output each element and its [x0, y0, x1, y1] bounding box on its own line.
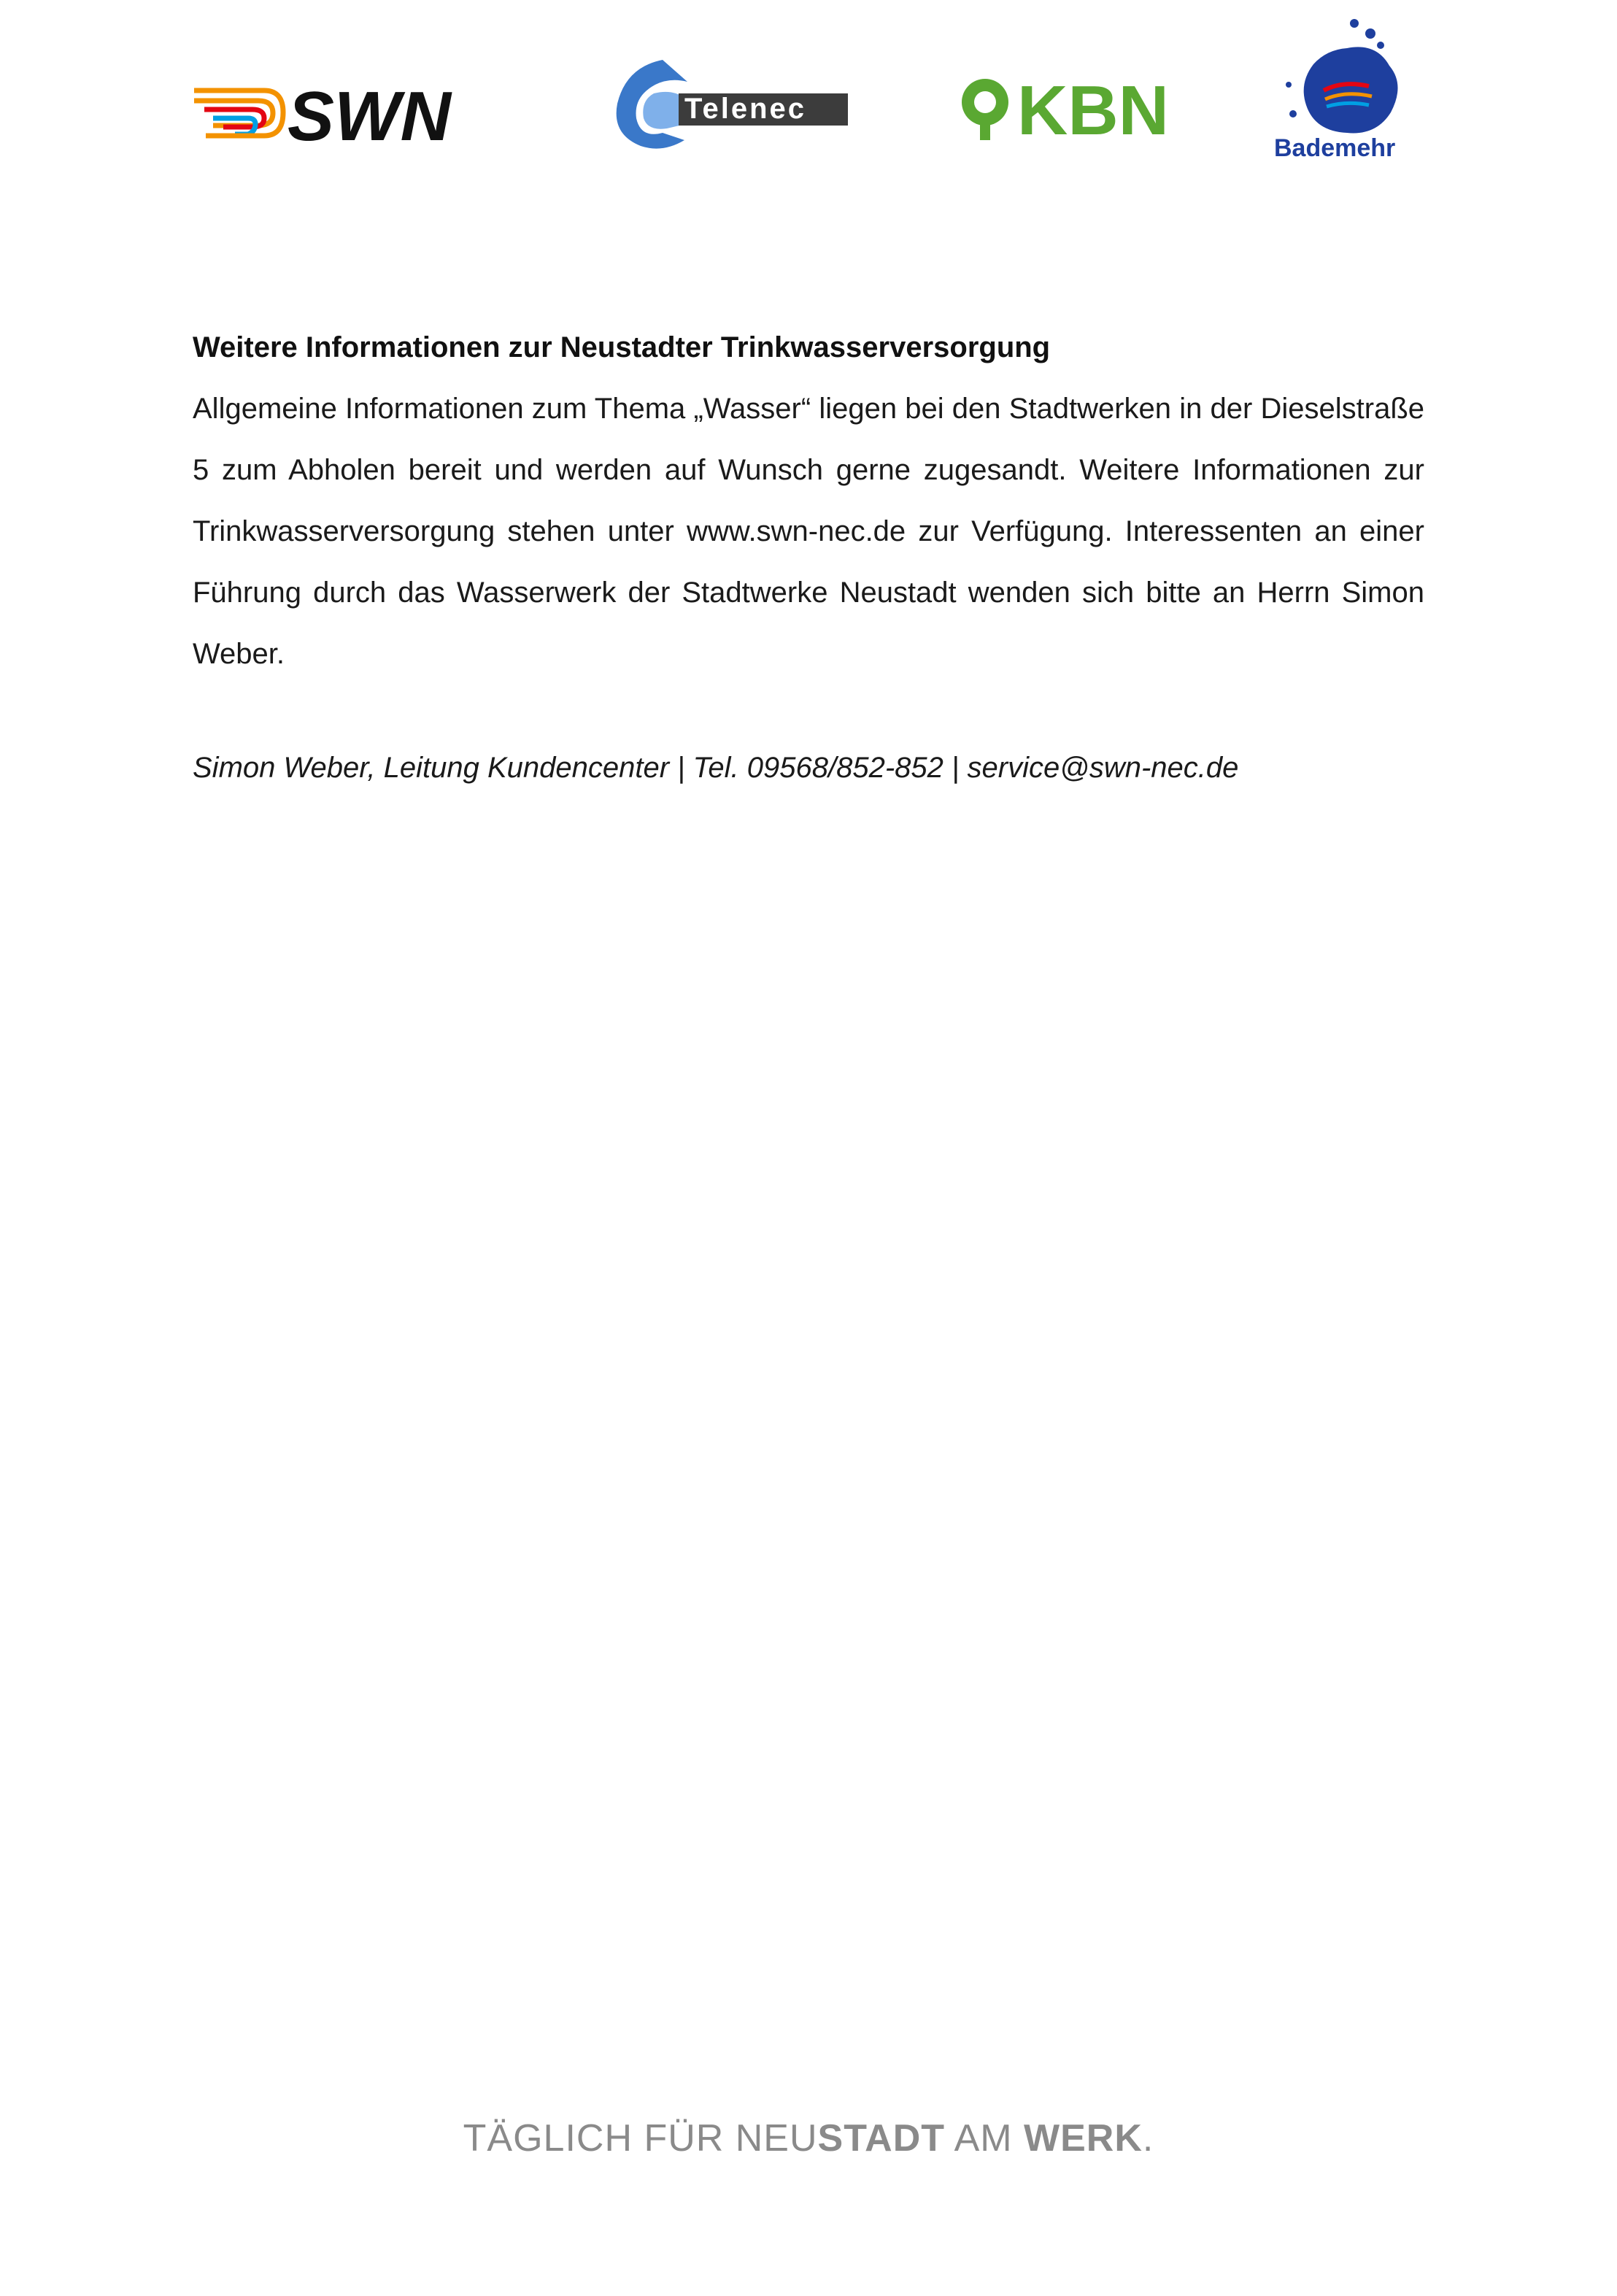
kbn-logo-text: KBN: [1017, 72, 1169, 143]
kbn-logo-graphic: [956, 70, 1175, 143]
footer-slogan-part: AM: [945, 2117, 1024, 2160]
footer-slogan-bold: STADT: [817, 2117, 946, 2160]
document-content: [193, 327, 1424, 788]
section-heading: Weitere Informationen zur Neustadter Trinkwasserversorgung: [193, 331, 1051, 363]
telenec-logo: [611, 53, 852, 155]
body-paragraph: Allgemeine Informationen zum Thema „Wasser“ liegen bei den Stadtwerken in der Dieselstraße 5 zum Abholen bereit und werden auf Wunsch gerne zugesandt. Weitere Informationen zur Trinkwasserversorgung stehen unter www.swn-nec.de zur Verfügung. Interessenten an einer Führung durch das Wasserwerk der Stadtwerke Neustadt wenden sich bitte an Herrn Simon Weber.: [193, 393, 1424, 670]
swn-logo-graphic: [191, 73, 468, 153]
swn-logo-text: SWN: [287, 77, 451, 153]
telenec-logo-text: Telenec: [684, 93, 806, 125]
bademehr-logo-graphic: [1267, 19, 1427, 162]
footer-slogan: [0, 2116, 1617, 2160]
footer-slogan-part: TÄGLICH FÜR NEU: [463, 2117, 818, 2160]
contact-line: Simon Weber, Leitung Kundencenter | Tel. 09568/852-852 | service@swn-nec.de: [193, 752, 1239, 784]
footer-slogan-part: .: [1142, 2117, 1154, 2160]
swn-logo: [191, 73, 468, 153]
kbn-logo: [956, 70, 1175, 143]
logo-header: [0, 0, 1617, 175]
bademehr-logo: [1267, 19, 1427, 162]
footer-slogan-bold: WERK: [1024, 2117, 1143, 2160]
telenec-logo-graphic: [611, 53, 852, 155]
bademehr-logo-text: Bademehr: [1274, 134, 1396, 162]
